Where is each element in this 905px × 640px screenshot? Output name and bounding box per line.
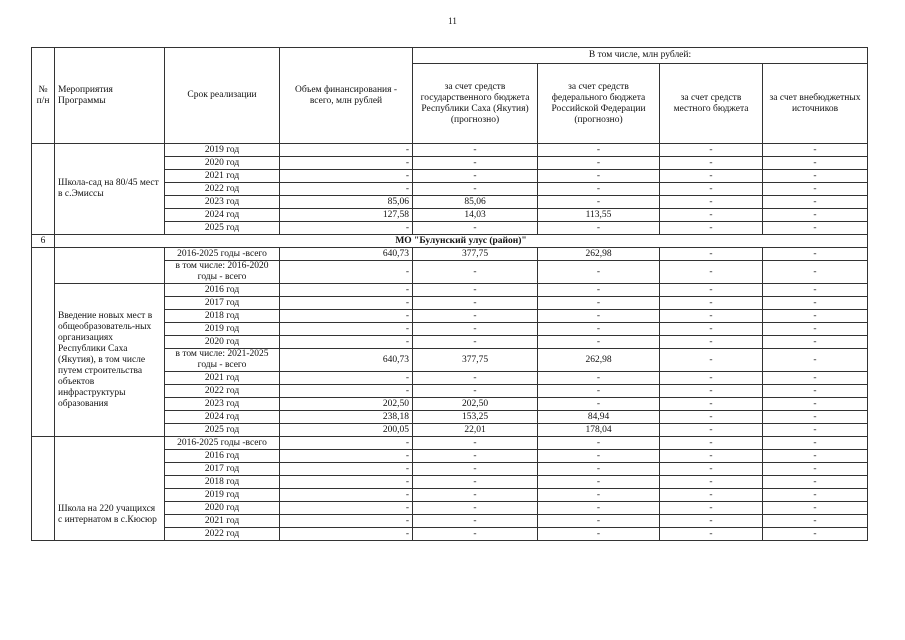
cell-total: - xyxy=(280,450,413,463)
cell-federal: - xyxy=(538,157,660,170)
cell-local: - xyxy=(660,489,763,502)
cell-federal: - xyxy=(538,528,660,541)
cell-period: 2017 год xyxy=(165,297,280,310)
cell-total: - xyxy=(280,222,413,235)
row-num-empty xyxy=(32,248,55,437)
cell-federal: - xyxy=(538,398,660,411)
cell-local: - xyxy=(660,437,763,450)
cell-federal: - xyxy=(538,170,660,183)
event-name: Школа-сад на 80/45 мест в с.Эмиссы xyxy=(55,144,165,235)
cell-state: - xyxy=(413,157,538,170)
cell-extra: - xyxy=(763,489,868,502)
cell-total: 640,73 xyxy=(280,349,413,372)
cell-period: 2023 год xyxy=(165,398,280,411)
cell-state: - xyxy=(413,336,538,349)
cell-total: - xyxy=(280,463,413,476)
cell-total: - xyxy=(280,261,413,284)
cell-federal: - xyxy=(538,196,660,209)
cell-state: - xyxy=(413,515,538,528)
table-row xyxy=(32,437,868,450)
cell-local: - xyxy=(660,196,763,209)
cell-federal: 178,04 xyxy=(538,424,660,437)
cell-local: - xyxy=(660,183,763,196)
cell-local: - xyxy=(660,261,763,284)
cell-local: - xyxy=(660,284,763,297)
cell-total: - xyxy=(280,385,413,398)
cell-federal: - xyxy=(538,476,660,489)
cell-extra: - xyxy=(763,310,868,323)
header-period: Срок реализации xyxy=(165,48,280,144)
cell-total: - xyxy=(280,323,413,336)
cell-period: 2025 год xyxy=(165,222,280,235)
cell-local: - xyxy=(660,476,763,489)
cell-state: - xyxy=(413,489,538,502)
cell-total: - xyxy=(280,297,413,310)
cell-total: 202,50 xyxy=(280,398,413,411)
table-row xyxy=(32,144,868,157)
cell-total: - xyxy=(280,310,413,323)
cell-period: 2022 год xyxy=(165,528,280,541)
cell-extra: - xyxy=(763,336,868,349)
cell-extra: - xyxy=(763,261,868,284)
cell-extra: - xyxy=(763,183,868,196)
cell-total: - xyxy=(280,170,413,183)
cell-period: 2016 год xyxy=(165,284,280,297)
page-bottom-margin xyxy=(0,606,905,640)
cell-state: - xyxy=(413,297,538,310)
cell-period: 2024 год xyxy=(165,411,280,424)
cell-state: - xyxy=(413,261,538,284)
cell-local: - xyxy=(660,310,763,323)
cell-federal: 113,55 xyxy=(538,209,660,222)
page-number: 11 xyxy=(448,16,457,26)
cell-total: - xyxy=(280,437,413,450)
cell-local: - xyxy=(660,398,763,411)
cell-period: 2020 год xyxy=(165,502,280,515)
cell-extra: - xyxy=(763,463,868,476)
cell-federal: 84,94 xyxy=(538,411,660,424)
cell-state: 85,06 xyxy=(413,196,538,209)
cell-extra: - xyxy=(763,476,868,489)
cell-period: 2018 год xyxy=(165,310,280,323)
cell-total: - xyxy=(280,515,413,528)
cell-period: 2025 год xyxy=(165,424,280,437)
cell-period: 2021 год xyxy=(165,372,280,385)
cell-local: - xyxy=(660,222,763,235)
cell-state: - xyxy=(413,385,538,398)
cell-total: 238,18 xyxy=(280,411,413,424)
cell-extra: - xyxy=(763,157,868,170)
cell-federal: - xyxy=(538,336,660,349)
header-event: Мероприятия Программы xyxy=(55,48,165,144)
cell-total: 640,73 xyxy=(280,248,413,261)
cell-period: 2020 год xyxy=(165,157,280,170)
cell-federal: - xyxy=(538,183,660,196)
cell-state: - xyxy=(413,183,538,196)
cell-state: - xyxy=(413,310,538,323)
cell-state: - xyxy=(413,284,538,297)
cell-extra: - xyxy=(763,372,868,385)
cell-total: - xyxy=(280,476,413,489)
cell-extra: - xyxy=(763,411,868,424)
cell-local: - xyxy=(660,170,763,183)
cell-federal: 262,98 xyxy=(538,248,660,261)
cell-period: 2022 год xyxy=(165,183,280,196)
cell-federal: - xyxy=(538,489,660,502)
cell-state: - xyxy=(413,528,538,541)
cell-state: - xyxy=(413,144,538,157)
cell-period: 2020 год xyxy=(165,336,280,349)
cell-local: - xyxy=(660,450,763,463)
cell-period: 2019 год xyxy=(165,489,280,502)
cell-period: 2016-2025 годы -всего xyxy=(165,437,280,450)
cell-local: - xyxy=(660,248,763,261)
event-name: Школа на 220 учащихся с интернатом в с.Кюсюр xyxy=(55,437,165,541)
cell-federal: 262,98 xyxy=(538,349,660,372)
header-num: № п/н xyxy=(32,48,55,144)
header-federal: за счет средств федерального бюджета Российской Федерации (прогнозно) xyxy=(538,64,660,144)
header-local: за счет средств местного бюджета xyxy=(660,64,763,144)
section-title: МО "Булунский улус (район)" xyxy=(55,235,868,248)
row-num-empty xyxy=(32,144,55,235)
cell-extra: - xyxy=(763,424,868,437)
cell-local: - xyxy=(660,349,763,372)
cell-extra: - xyxy=(763,528,868,541)
cell-federal: - xyxy=(538,284,660,297)
cell-local: - xyxy=(660,336,763,349)
cell-federal: - xyxy=(538,222,660,235)
cell-state: - xyxy=(413,437,538,450)
cell-extra: - xyxy=(763,450,868,463)
cell-local: - xyxy=(660,385,763,398)
cell-federal: - xyxy=(538,297,660,310)
cell-local: - xyxy=(660,372,763,385)
cell-state: - xyxy=(413,502,538,515)
cell-extra: - xyxy=(763,284,868,297)
event-name: Введение новых мест в общеобразователь-ных организациях Республики Саха (Якутия), в том числе путем строительства объектов инфраструктуры образования xyxy=(55,284,165,437)
cell-extra: - xyxy=(763,398,868,411)
cell-local: - xyxy=(660,463,763,476)
cell-state: 202,50 xyxy=(413,398,538,411)
cell-state: - xyxy=(413,372,538,385)
cell-state: - xyxy=(413,222,538,235)
cell-federal: - xyxy=(538,372,660,385)
cell-total: - xyxy=(280,372,413,385)
cell-state: 377,75 xyxy=(413,349,538,372)
cell-federal: - xyxy=(538,463,660,476)
cell-federal: - xyxy=(538,144,660,157)
cell-period: 2018 год xyxy=(165,476,280,489)
table-row xyxy=(32,248,868,261)
cell-state: - xyxy=(413,323,538,336)
cell-federal: - xyxy=(538,310,660,323)
section-num: 6 xyxy=(32,235,55,248)
cell-period: 2016 год xyxy=(165,450,280,463)
cell-state: - xyxy=(413,170,538,183)
cell-total: - xyxy=(280,284,413,297)
cell-total: - xyxy=(280,528,413,541)
cell-period: 2017 год xyxy=(165,463,280,476)
cell-total: - xyxy=(280,336,413,349)
cell-federal: - xyxy=(538,502,660,515)
cell-extra: - xyxy=(763,502,868,515)
cell-extra: - xyxy=(763,144,868,157)
header-total: Объем финансирования - всего, млн рублей xyxy=(280,48,413,144)
cell-period: 2021 год xyxy=(165,515,280,528)
cell-federal: - xyxy=(538,437,660,450)
cell-period: 2024 год xyxy=(165,209,280,222)
cell-total: - xyxy=(280,489,413,502)
cell-total: - xyxy=(280,144,413,157)
cell-state: - xyxy=(413,476,538,489)
cell-extra: - xyxy=(763,196,868,209)
cell-local: - xyxy=(660,424,763,437)
cell-period: 2023 год xyxy=(165,196,280,209)
cell-period: 2019 год xyxy=(165,323,280,336)
cell-federal: - xyxy=(538,323,660,336)
cell-local: - xyxy=(660,502,763,515)
cell-extra: - xyxy=(763,170,868,183)
cell-extra: - xyxy=(763,437,868,450)
section-row xyxy=(32,235,868,248)
cell-federal: - xyxy=(538,515,660,528)
table-row xyxy=(32,284,868,297)
row-num-empty xyxy=(32,437,55,541)
cell-local: - xyxy=(660,209,763,222)
cell-period: 2021 год xyxy=(165,170,280,183)
cell-period: в том числе: 2016-2020 годы - всего xyxy=(165,261,280,284)
header-including: В том числе, млн рублей: xyxy=(413,48,868,64)
event-blank xyxy=(55,248,165,284)
financing-table xyxy=(31,47,868,541)
cell-total: 200,05 xyxy=(280,424,413,437)
cell-federal: - xyxy=(538,450,660,463)
cell-state: 14,03 xyxy=(413,209,538,222)
cell-local: - xyxy=(660,411,763,424)
cell-local: - xyxy=(660,323,763,336)
cell-total: 127,58 xyxy=(280,209,413,222)
cell-local: - xyxy=(660,515,763,528)
cell-total: 85,06 xyxy=(280,196,413,209)
cell-state: 22,01 xyxy=(413,424,538,437)
cell-state: - xyxy=(413,450,538,463)
cell-state: 153,25 xyxy=(413,411,538,424)
cell-extra: - xyxy=(763,248,868,261)
cell-total: - xyxy=(280,502,413,515)
header-state: за счет средств государственного бюджета Республики Саха (Якутия) (прогнозно) xyxy=(413,64,538,144)
header-extra: за счет внебюджетных источников xyxy=(763,64,868,144)
cell-federal: - xyxy=(538,385,660,398)
cell-extra: - xyxy=(763,209,868,222)
cell-period: 2019 год xyxy=(165,144,280,157)
cell-extra: - xyxy=(763,349,868,372)
cell-extra: - xyxy=(763,323,868,336)
cell-total: - xyxy=(280,157,413,170)
cell-state: - xyxy=(413,463,538,476)
table-body xyxy=(32,48,868,541)
cell-period: 2022 год xyxy=(165,385,280,398)
cell-local: - xyxy=(660,528,763,541)
cell-extra: - xyxy=(763,385,868,398)
cell-period: 2016-2025 годы -всего xyxy=(165,248,280,261)
cell-local: - xyxy=(660,144,763,157)
cell-local: - xyxy=(660,157,763,170)
header-row-1 xyxy=(32,48,868,64)
cell-extra: - xyxy=(763,297,868,310)
cell-extra: - xyxy=(763,222,868,235)
cell-period: в том числе: 2021-2025 годы - всего xyxy=(165,349,280,372)
cell-total: - xyxy=(280,183,413,196)
cell-federal: - xyxy=(538,261,660,284)
cell-local: - xyxy=(660,297,763,310)
cell-state: 377,75 xyxy=(413,248,538,261)
cell-extra: - xyxy=(763,515,868,528)
